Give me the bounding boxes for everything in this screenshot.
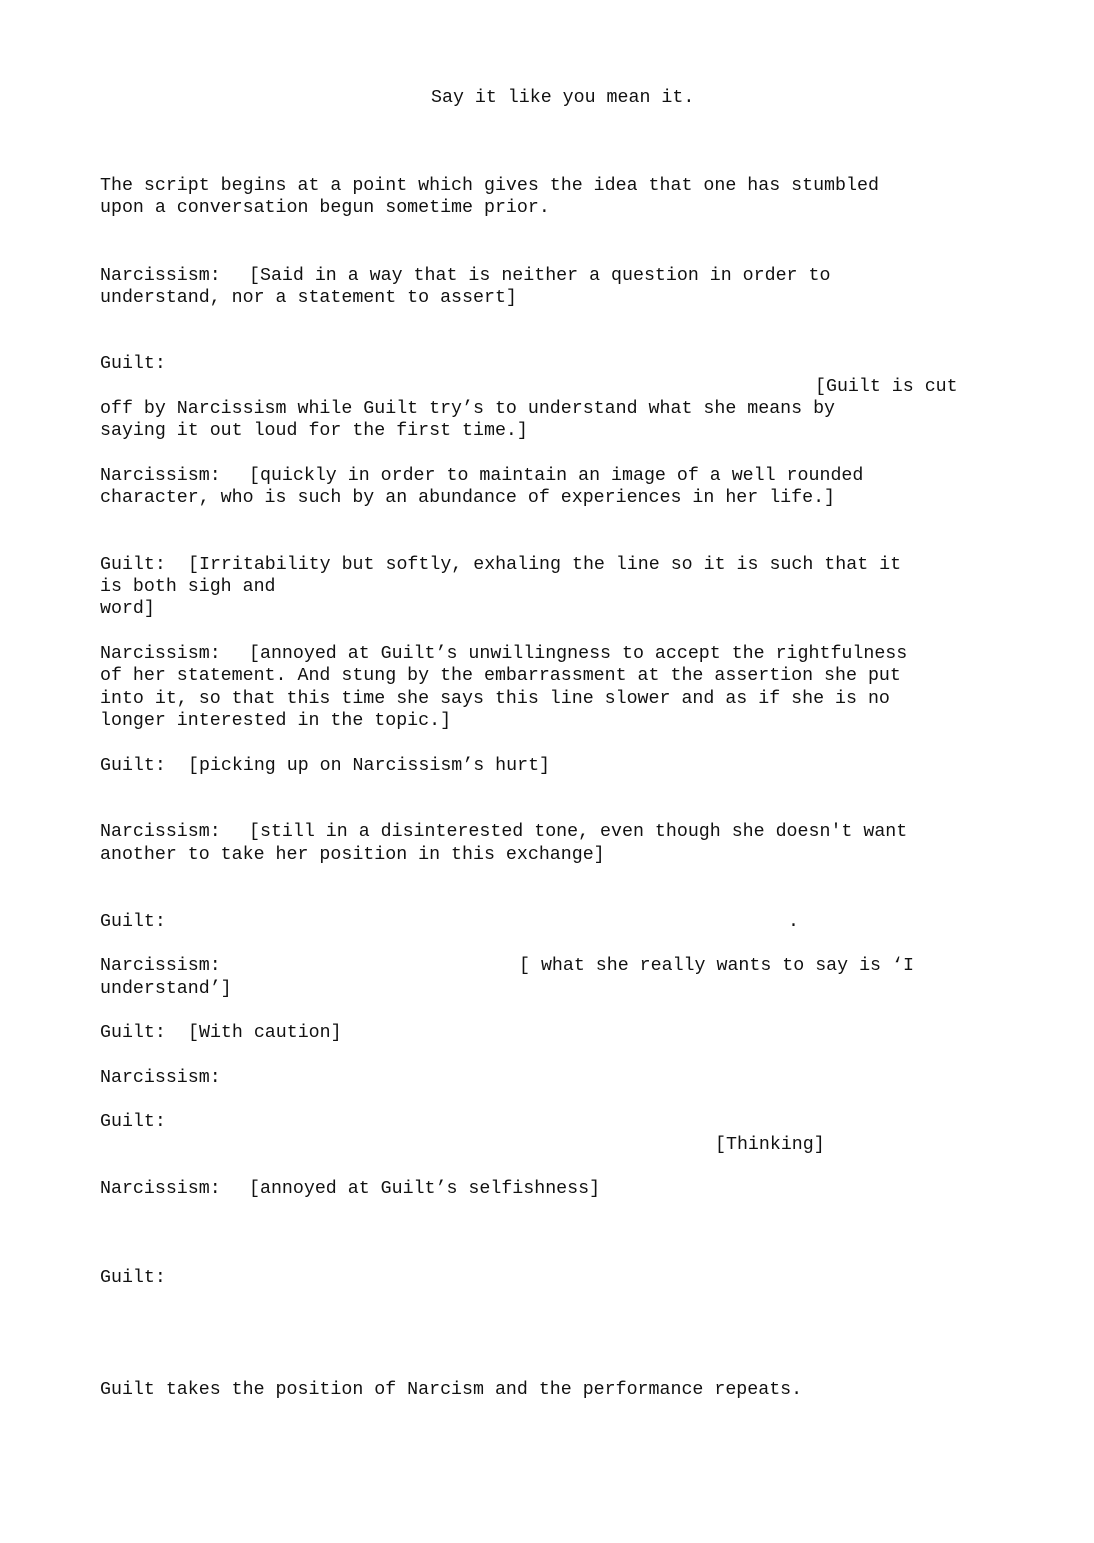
speaker-name: Narcissism: <box>100 266 221 286</box>
stage-direction: [Said in a way that is neither a question in order to <box>249 266 831 286</box>
stage-direction: longer interested in the topic.] <box>100 711 452 731</box>
speaker-name: Guilt: <box>100 756 166 776</box>
speaker-name: Guilt: <box>100 1023 166 1043</box>
stage-direction: [still in a disinterested tone, even though she doesn't want <box>249 822 908 842</box>
stage-direction: [Irritability but softly, exhaling the line so it is such that it <box>188 555 902 575</box>
stage-direction: understand, nor a statement to assert] <box>100 288 517 308</box>
stage-direction: [annoyed at Guilt’s unwillingness to accept the rightfulness <box>249 644 908 664</box>
stage-direction: off by Narcissism while Guilt try’s to understand what she means by <box>100 399 836 419</box>
stage-direction: character, who is such by an abundance of experiences in her life.] <box>100 488 836 508</box>
speaker-name: Narcissism: <box>100 1179 221 1199</box>
page-title: Say it like you mean it. <box>431 88 695 108</box>
stage-direction: [Guilt is cut <box>815 377 958 397</box>
stage-direction: [picking up on Narcissism’s hurt] <box>188 756 551 776</box>
speaker-name: Narcissism: <box>100 822 221 842</box>
speaker-name: Guilt: <box>100 1112 166 1132</box>
speaker-name: Narcissism: <box>100 1068 221 1088</box>
intro-line-1: The script begins at a point which gives the idea that one has stumbled <box>100 176 879 196</box>
stage-direction: [Thinking] <box>715 1135 825 1155</box>
closing-note: Guilt takes the position of Narcism and the performance repeats. <box>100 1380 803 1400</box>
stage-direction: [With caution] <box>188 1023 342 1043</box>
stage-direction: another to take her position in this exchange] <box>100 845 605 865</box>
stage-direction: [ what she really wants to say is ‘I <box>519 956 914 976</box>
speaker-name: Narcissism: <box>100 956 221 976</box>
intro-line-2: upon a conversation begun sometime prior. <box>100 198 550 218</box>
speaker-name: Guilt: <box>100 354 166 374</box>
speaker-name: Guilt: <box>100 912 166 932</box>
stage-direction: [quickly in order to maintain an image of a well rounded <box>249 466 864 486</box>
speaker-name: Guilt: <box>100 555 166 575</box>
stage-direction: . <box>788 912 799 932</box>
stage-direction: is both sigh and <box>100 577 276 597</box>
stage-direction: of her statement. And stung by the embarrassment at the assertion she put <box>100 666 901 686</box>
stage-direction: [annoyed at Guilt’s selfishness] <box>249 1179 601 1199</box>
stage-direction: into it, so that this time she says this line slower and as if she is no <box>100 689 890 709</box>
stage-direction: word] <box>100 599 155 619</box>
speaker-name: Guilt: <box>100 1268 166 1288</box>
speaker-name: Narcissism: <box>100 466 221 486</box>
stage-direction: saying it out loud for the first time.] <box>100 421 528 441</box>
stage-direction: understand’] <box>100 979 232 999</box>
speaker-name: Narcissism: <box>100 644 221 664</box>
